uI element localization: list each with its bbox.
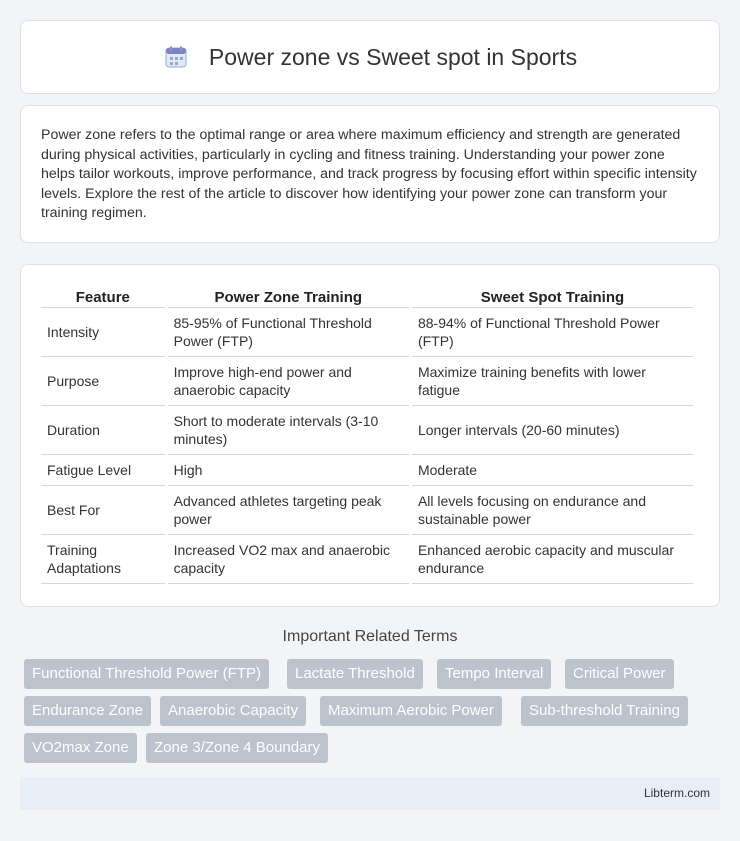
table-cell: All levels focusing on endurance and sustainable power <box>412 486 693 535</box>
related-term-tag[interactable]: Functional Threshold Power (FTP) <box>24 659 269 689</box>
related-term-tag[interactable]: Critical Power <box>565 659 674 689</box>
table-cell: Moderate <box>412 455 693 486</box>
table-cell: Longer intervals (20-60 minutes) <box>412 406 693 455</box>
comparison-table <box>38 285 696 584</box>
column-header: Feature <box>41 285 165 308</box>
table-cell: High <box>168 455 409 486</box>
table-cell: Short to moderate intervals (3-10 minutes) <box>168 406 409 455</box>
table-row <box>41 455 693 486</box>
table-cell: Purpose <box>41 357 165 406</box>
table-cell: 88-94% of Functional Threshold Power (FTP) <box>412 308 693 357</box>
table-cell: Increased VO2 max and anaerobic capacity <box>168 535 409 584</box>
footer <box>20 777 720 810</box>
table-cell: 85-95% of Functional Threshold Power (FTP) <box>168 308 409 357</box>
related-term-tag[interactable]: Tempo Interval <box>437 659 551 689</box>
calendar-icon <box>163 44 189 70</box>
footer-site-link[interactable]: Libterm.com <box>643 786 710 800</box>
table-row <box>41 308 693 357</box>
related-term-tag[interactable]: Anaerobic Capacity <box>160 696 306 726</box>
column-header: Sweet Spot Training <box>412 285 693 308</box>
table-row <box>41 486 693 535</box>
table-cell: Duration <box>41 406 165 455</box>
related-term-tag[interactable]: Zone 3/Zone 4 Boundary <box>146 733 328 763</box>
related-term-tag[interactable]: Sub-threshold Training <box>521 696 688 726</box>
related-term-tag[interactable]: Lactate Threshold <box>287 659 423 689</box>
table-cell: Training Adaptations <box>41 535 165 584</box>
table-cell: Enhanced aerobic capacity and muscular endurance <box>412 535 693 584</box>
table-cell: Advanced athletes targeting peak power <box>168 486 409 535</box>
page-title: Power zone vs Sweet spot in Sports <box>208 43 578 70</box>
intro-text: Power zone refers to the optimal range or area where maximum efficiency and strength are generated during physical activities, particularly in cycling and fitness training. Understanding your power zone helps tailor workouts, improve performance, and track progress by focusing effort within specific intensity levels. Explore the rest of the article to discover how identifying your power zone can transform your training regimen. <box>41 127 697 222</box>
table-cell: Intensity <box>41 308 165 357</box>
related-term-tag[interactable]: VO2max Zone <box>24 733 137 763</box>
related-term-tag[interactable]: Maximum Aerobic Power <box>320 696 502 726</box>
comparison-table-card <box>20 264 720 607</box>
table-row <box>41 535 693 584</box>
table-row <box>41 406 693 455</box>
header-card <box>20 20 720 94</box>
table-cell: Improve high-end power and anaerobic capacity <box>168 357 409 406</box>
table-cell: Fatigue Level <box>41 455 165 486</box>
table-cell: Best For <box>41 486 165 535</box>
table-row <box>41 357 693 406</box>
column-header: Power Zone Training <box>168 285 409 308</box>
related-term-tag[interactable]: Endurance Zone <box>24 696 151 726</box>
related-terms-title: Important Related Terms <box>282 628 458 645</box>
intro-card <box>20 105 720 243</box>
table-header-row <box>41 285 693 308</box>
table-cell: Maximize training benefits with lower fatigue <box>412 357 693 406</box>
